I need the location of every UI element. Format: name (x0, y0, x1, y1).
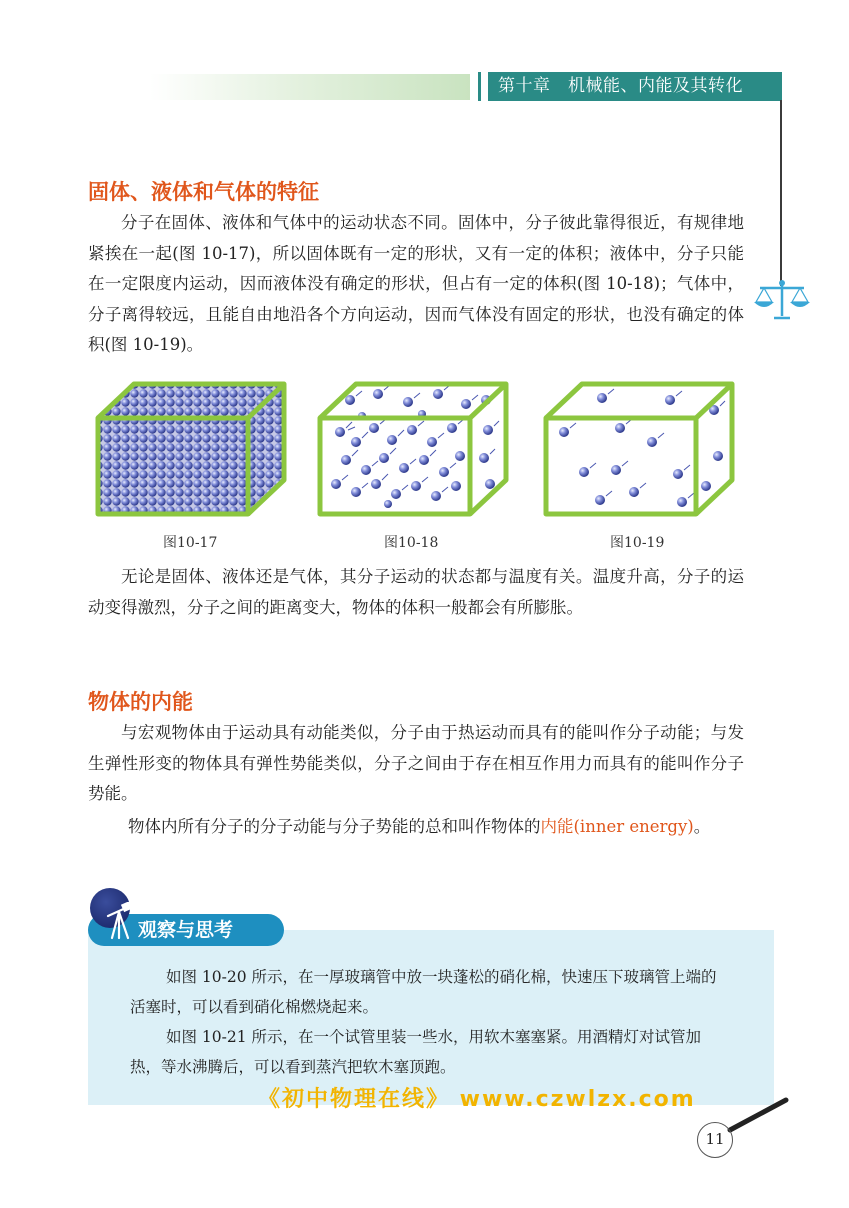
figure-gas-molecules (542, 380, 738, 520)
figure-liquid-molecules (316, 380, 512, 520)
definition-end: 。 (693, 817, 711, 836)
term-internal-energy: 内能(inner energy) (540, 817, 694, 836)
paragraph-internal-energy-definition (88, 812, 744, 843)
observe-title: 观察与思考 (138, 919, 234, 941)
page-number: 11 (697, 1122, 733, 1158)
balance-scale-icon (754, 278, 810, 322)
chapter-title: 第十章 机械能、内能及其转化 (488, 72, 782, 101)
telescope-icon (104, 902, 138, 942)
section-heading-internal-energy: 物体的内能 (88, 690, 193, 714)
caption-fig-10-17: 图10-17 (163, 535, 218, 551)
side-rule (780, 100, 782, 286)
section-heading-states: 固体、液体和气体的特征 (88, 180, 319, 204)
caption-fig-10-18: 图10-18 (384, 535, 439, 551)
definition-text: 物体内所有分子的分子动能与分子势能的总和叫作物体的 (128, 817, 541, 836)
paragraph-states: 分子在固体、液体和气体中的运动状态不同。固体中，分子彼此靠得很近，有规律地紧挨在一起(图 10-17)，所以固体既有一定的形状，又有一定的体积；液体中，分子只能在一定限度内运动，因而液体没有确定的形状，但占有一定的体积(图 10-18)；气体中，分子离得较远，且能自由地沿各个方向运动，因而气体没有固定的形状，也没有确定的体积(图 10-19)。 (88, 213, 744, 354)
caption-fig-10-19: 图10-19 (610, 535, 665, 551)
header-tick (478, 72, 481, 101)
paragraph-temperature: 无论是固体、液体还是气体，其分子运动的状态都与温度有关。温度升高，分子的运动变得激烈，分子之间的距离变大，物体的体积一般都会有所膨胀。 (88, 567, 744, 617)
watermark: 《初中物理在线》 www.czwlzx.com (258, 1087, 696, 1112)
observe-paragraph-1: 如图 10-20 所示，在一厚玻璃管中放一块蓬松的硝化棉，快速压下玻璃管上端的活塞时，可以看到硝化棉燃烧起来。 (130, 968, 717, 1016)
header-gradient (150, 74, 470, 100)
figure-solid-molecules (94, 380, 290, 520)
observe-paragraph-2: 如图 10-21 所示，在一个试管里装一些水，用软木塞塞紧。用酒精灯对试管加热，等水沸腾后，可以看到蒸汽把软木塞顶跑。 (130, 1028, 702, 1076)
paragraph-molecular-energy: 与宏观物体由于运动具有动能类似，分子由于热运动而具有的能叫作分子动能；与发生弹性形变的物体具有弹性势能类似，分子之间由于存在相互作用力而具有的能叫作分子势能。 (88, 723, 744, 803)
